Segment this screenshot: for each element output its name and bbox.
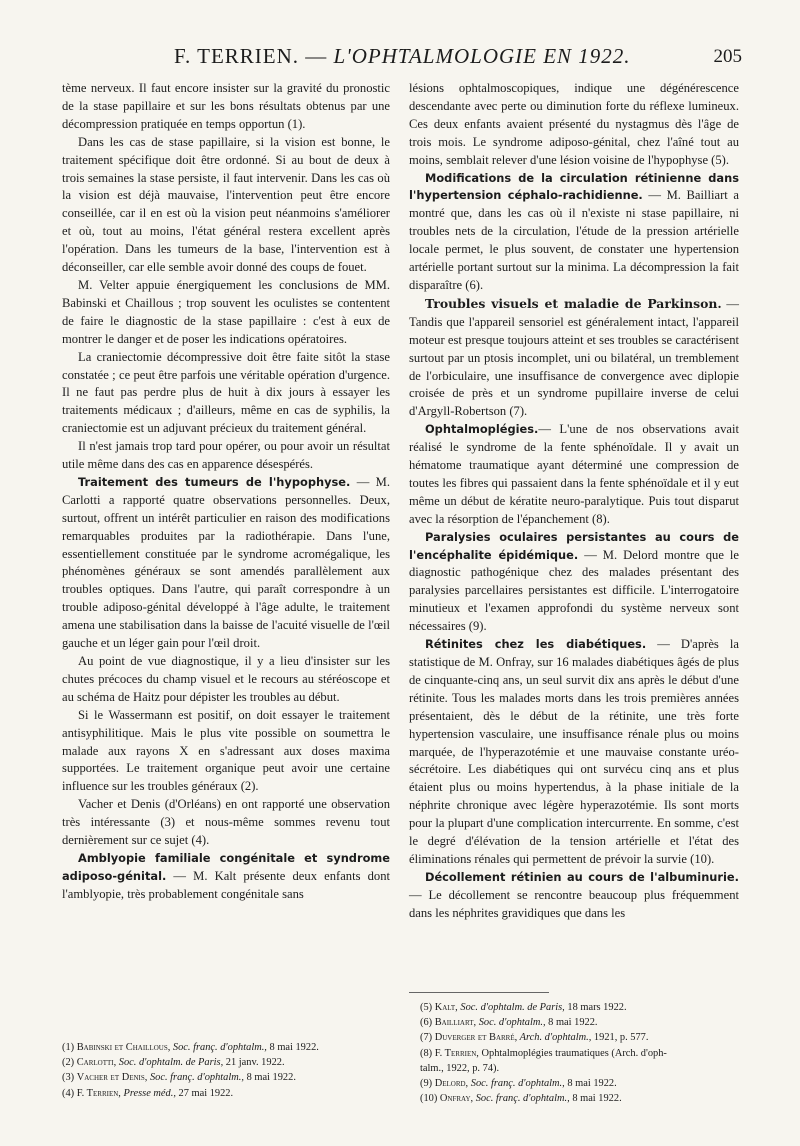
footnote-source: Soc. franç. d'ophtalm., — [147, 1072, 244, 1084]
footnote-rule — [409, 992, 549, 993]
paragraph-text: — L'une de nos observations avait réalisé le syndrome de la fente sphénoïdale. Il y avait un hématome traumatique ayant déterminé une compression de toutes les fibres qui passaient dans la fente sphénoïdale et il y eut même un début de kératite neuro-paralytique. Puis tout disparut avec la résorption de l'épanchement (8). — [409, 422, 739, 526]
footnote — [420, 1091, 740, 1106]
running-title-subject: L'OPHTALMOLOGIE EN 1922. — [333, 44, 631, 68]
paragraph — [409, 80, 739, 170]
section-heading: Décollement rétinien au cours de l'albuminurie. — [425, 869, 739, 884]
paragraph — [62, 850, 390, 904]
paragraph-text: tème nerveux. Il faut encore insister sur la gravité du pronostic de la stase papillaire et sur les bons résultats obtenus par une décompression pratiquée en temps opportun (1). — [62, 81, 390, 131]
paragraph-text: Vacher et Denis (d'Orléans) en ont rapporté une observation très intéressante (3) et nous-même sommes revenu tout dernièrement sur ce sujet (4). — [62, 797, 390, 848]
footnote-source: Soc. d'ophtalm. de Paris, — [457, 1002, 565, 1013]
paragraph — [409, 869, 739, 923]
footnote-n: (5) — [420, 1002, 435, 1013]
footnote-source: Soc. franç. d'ophtalm., — [468, 1078, 565, 1090]
paragraph — [409, 295, 739, 421]
paragraph — [62, 277, 390, 349]
footnote-rest: 1921, p. 577. — [591, 1032, 649, 1044]
paragraph — [62, 134, 390, 277]
footnote — [420, 1030, 740, 1045]
footnote — [420, 1046, 740, 1061]
paragraph — [409, 529, 739, 636]
left-text-column — [62, 80, 390, 904]
paragraph-text: La craniectomie décompressive doit être faite sitôt la stase constatée ; ce peut être parfois une véritable opération d'urgence. Il ne faut pas perdre plus de huit à dix jours à essayer les traitements médicaux ; d'ailleurs, même en cas de syphilis, la craniectomie est un adjuvant précieux du traitement général. — [62, 349, 390, 436]
paragraph-text: Si le Wassermann est positif, on doit essayer le traitement antisyphilitique. Mais le plus vite possible on soumettra le malade aux rayons X en s'adressant aux doses maxima supportées. Le traitement organique peut avoir une certaine influence sur les troubles généraux (2). — [62, 707, 390, 794]
footnote-author: F. Terrien, — [434, 1047, 479, 1059]
paragraph — [62, 80, 390, 134]
footnote-author: Babinski et Chaillous, — [76, 1042, 171, 1053]
right-text-column — [409, 80, 739, 923]
footnote — [420, 1015, 740, 1030]
paragraph-text: — M. Kalt présente deux enfants dont l'amblyopie, très probablement congénitale sans — [62, 868, 390, 901]
footnote-n: (2) — [62, 1057, 77, 1069]
page-number: 205 — [713, 46, 742, 67]
footnote-rest: 8 mai 1922. — [569, 1093, 622, 1105]
section-heading: Traitement des tumeurs de l'hypophyse. — [78, 474, 351, 489]
running-title-author: F. TERRIEN. — — [174, 44, 334, 68]
paragraph-text: — Le décollement se rencontre beaucoup plus fréquemment dans les néphrites gravidiques que dans les — [409, 887, 739, 920]
section-heading: Troubles visuels et maladie de Parkinson. — [425, 295, 722, 311]
footnote-source: Soc. franç. d'ophtalm., — [170, 1042, 267, 1053]
section-heading: Ophtalmoplégies. — [425, 422, 539, 437]
footnote — [420, 1061, 740, 1076]
paragraph-text: — M. Bailliart a montré que, dans les cas où il n'existe ni stase papillaire, ni troubles nets de la circulation, l'étude de la pression artérielle locale permet, le plus souvent, de constater une hypertension artérielle portant surtout sur la minima. La décompression la fait disparaître (6). — [409, 188, 739, 292]
footnote-n: (4) — [62, 1087, 77, 1099]
footnote — [420, 1076, 740, 1091]
footnote-rest: 21 janv. 1922. — [223, 1057, 285, 1069]
footnote-n: (6) — [420, 1017, 435, 1029]
footnote-rest: 8 mai 1922. — [243, 1072, 296, 1084]
footnote-n: (3) — [62, 1072, 77, 1084]
footnote-n: (1) — [62, 1042, 77, 1053]
footnote-rest: 8 mai 1922. — [545, 1017, 598, 1029]
paragraph-text: — D'après la statistique de M. Onfray, sur 16 malades diabétiques âgés de plus de cinquante-cinq ans, un seul survit dix ans après le début d'une rétinite. Tous les malades morts dans les trois premières années présentaient, dès le début de la rétinite, une très forte hypertension vasculaire, une insuffisance rénale plus ou moins marquée, de l'hyperazotémie et une mauvaise constante uréo-sécrétoire. Les diabétiques qui ont survécu cinq ans et plus étaient plus ou moins hypertendus, à la phase initiale de la néphrite chronique avec légère hyperazotémie. Ils sont morts pour la plupart d'une complication intercurrente. En somme, c'est le degré d'élévation de la tension artérielle et l'état des éliminations rénales qui permettent de prévoir la survie (10). — [409, 637, 739, 866]
paragraph — [409, 636, 739, 869]
footnote-source: Soc. franç. d'ophtalm., — [473, 1093, 570, 1105]
paragraph — [62, 349, 390, 439]
running-header — [62, 44, 742, 74]
section-heading: Modifications de la circulation rétinienne dans l'hypertension céphalo-rachidienne. — [409, 170, 739, 203]
paragraph — [62, 796, 390, 850]
section-heading: Rétinites chez les diabétiques. — [425, 637, 647, 652]
paragraph-text: — Tandis que l'appareil sensoriel est généralement intact, l'appareil moteur est presque toujours atteint et ses troubles se caractérisent surtout par un ptosis incomplet, uni ou bilatéral, un tremblement de l'orbiculaire, une insuffisance de convergence avec diplopie croisée de près et un syndrome pupillaire inverse de celui d'Argyll-Robertson (7). — [409, 296, 739, 419]
footnote-author: Duverger et Barré, — [434, 1032, 518, 1044]
footnote-rest: 8 mai 1922. — [266, 1042, 319, 1053]
footnote-n: (8) — [420, 1047, 435, 1059]
footnote-rest: 18 mars 1922. — [564, 1002, 627, 1013]
paragraph-text: Au point de vue diagnostique, il y a lieu d'insister sur les chutes précoces du champ visuel et le recours au stéréoscope et au schéma de Haitz pour dépister les troubles au début. — [62, 654, 390, 704]
footnote-author: Delord, — [434, 1078, 469, 1090]
section-heading: Amblyopie familiale congénitale et syndrome adiposo-génital. — [62, 850, 390, 883]
footnote-author: Vacher et Denis, — [76, 1072, 148, 1084]
footnote — [62, 1040, 392, 1055]
footnote — [62, 1070, 392, 1085]
footnote-source: Presse méd., — [120, 1087, 176, 1099]
paragraph — [62, 707, 390, 797]
footnote-source: Arch. d'ophtalm., — [517, 1032, 592, 1044]
paragraph — [409, 421, 739, 528]
paragraph-text: Dans les cas de stase papillaire, si la vision est bonne, le traitement spécifique doit être ordonné. Si au bout de deux à trois semaines la stase persiste, il faut intervenir. Dans les cas où la vision est déjà mauvaise, l'intervention peut être encore conseillée, car il en est où la vision peut néanmoins s'améliorer et où, tout au moins, l'état général restera excellent après l'opération. Dans les tumeurs de la base, l'intervention est à déconseiller, car elle semble avoir donné des coups de fouet. — [62, 134, 390, 275]
footnote-n: (10) — [420, 1093, 440, 1105]
left-footnotes — [62, 1040, 392, 1101]
footnote-rest: 8 mai 1922. — [564, 1078, 617, 1090]
footnote-n: (7) — [420, 1032, 435, 1044]
footnote-rest: Ophtalmoplégies traumatiques (Arch. d'oph- — [478, 1047, 667, 1059]
paragraph-text: Il n'est jamais trop tard pour opérer, ou pour avoir un résultat utile même dans des cas en apparence désespérés. — [62, 439, 390, 472]
footnote-source: Soc. d'ophtalm., — [476, 1017, 546, 1029]
footnote-author: Onfray, — [439, 1093, 474, 1105]
paragraph-text: — M. Carlotti a rapporté quatre observations personnelles. Deux, surtout, offrent un intérêt particulier en raison des modifications remarquables produites par la radiothérapie. Dans l'une, essentiellement constituée par le syndrome acromégalique, les phénomènes généraux se sont amendés parallèlement aux troubles optiques. Dans l'autre, qui paraît correspondre à un trouble adiposo-génital développé à l'âge adulte, le traitement amena une stabilisation dans la baisse de l'acuité visuelle de l'œil gauche et un léger gain pour l'œil droit. — [62, 474, 390, 651]
section-heading: Paralysies oculaires persistantes au cours de l'encéphalite épidémique. — [409, 529, 739, 562]
running-title — [174, 44, 631, 69]
paragraph — [409, 170, 739, 295]
footnote — [62, 1086, 392, 1101]
paragraph-text: M. Velter appuie énergiquement les conclusions de MM. Babinski et Chaillous ; trop souvent les oculistes se contentent de faire le diagnostic de la stase papillaire : c'est à eux de montrer le danger et de poser les indications opératoires. — [62, 277, 390, 346]
right-footnotes — [420, 1000, 740, 1106]
footnote-rest: talm., 1922, p. 74). — [420, 1062, 500, 1074]
paragraph — [62, 438, 390, 474]
footnote-source: Soc. d'ophtalm. de Paris, — [116, 1057, 224, 1069]
footnote-rest: 27 mai 1922. — [175, 1087, 234, 1099]
footnote-author: Bailliart, — [434, 1017, 477, 1029]
paragraph-text: lésions ophtalmoscopiques, indique une dégénérescence descendante avec perte ou diminution forte du réflexe lumineux. Ces deux enfants avaient présenté du nystagmus dès l'âge de trois mois. Le syndrome adiposo-génital, chez l'aîné tout au moins, semblait relever d'une lésion voisine de l'hypophyse (5). — [409, 81, 739, 167]
footnote — [62, 1055, 392, 1070]
footnote-author: Carlotti, — [76, 1057, 117, 1069]
footnote-author: F. Terrien, — [76, 1087, 121, 1099]
footnote-n: (9) — [420, 1078, 435, 1090]
paragraph — [62, 653, 390, 707]
paragraph-text: — M. Delord montre que le diagnostic pathogénique chez des malades présentant des paralysies parcellaires persistantes est difficile. L'interrogatoire minutieux et l'examen approfondi du système nerveux sont nécessaires (9). — [409, 547, 739, 634]
footnote-author: Kalt, — [434, 1002, 458, 1013]
footnote — [420, 1000, 740, 1015]
paragraph — [62, 474, 390, 653]
